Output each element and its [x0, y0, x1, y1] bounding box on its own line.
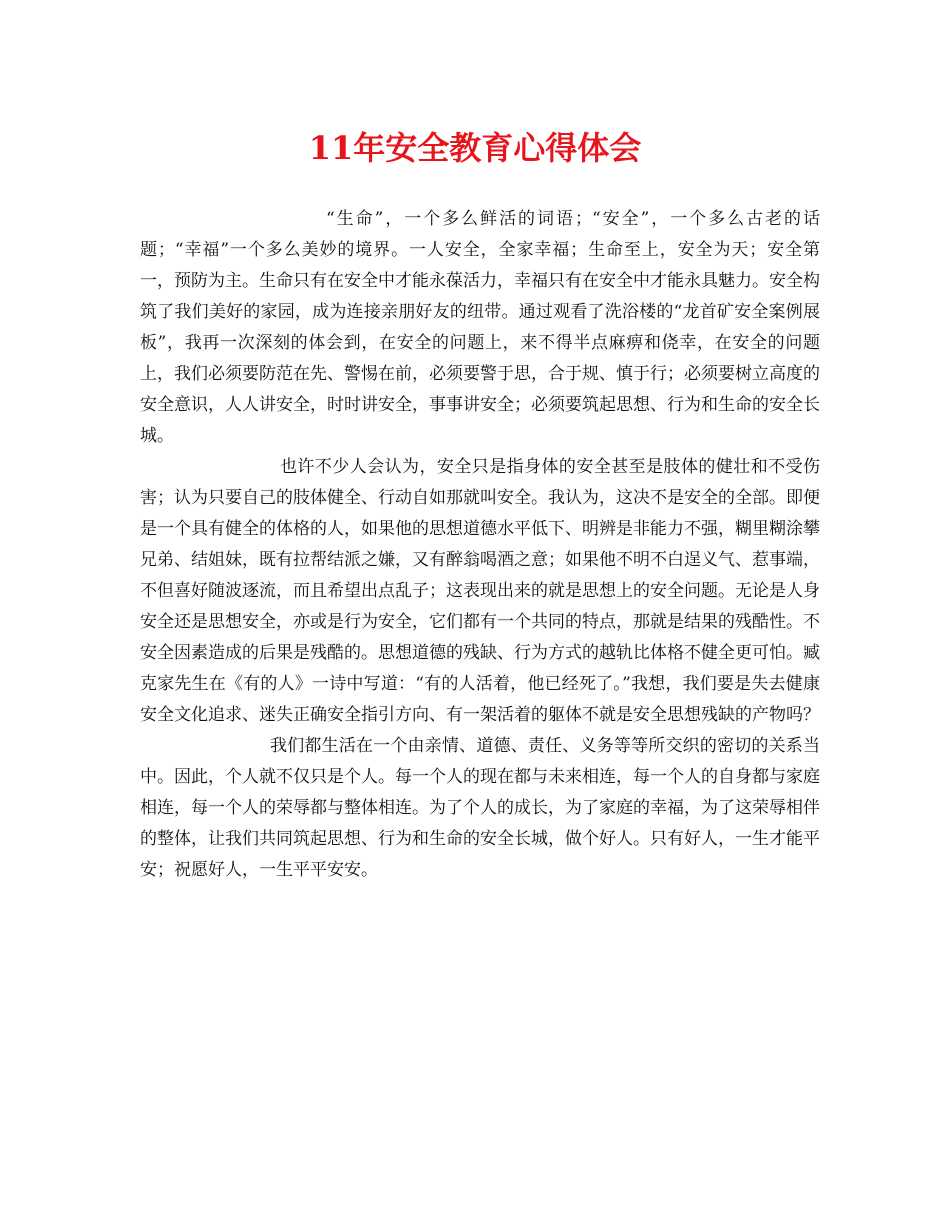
document-body [140, 204, 820, 886]
document-title: 11年安全教育心得体会 [308, 129, 642, 167]
paragraph-2: 也许不少人会认为，安全只是指身体的安全甚至是肢体的健壮和不受伤害；认为只要自己的肢体健全、行动自如那就叫安全。我认为，这决不是安全的全部。即便是一个具有健全的体格的人，如果他的思想道德水平低下、明辨是非能力不强，糊里糊涂攀兄弟、结姐妹，既有拉帮结派之嫌，又有醉翁喝酒之意；如果他不明不白逞义气、惹事端，不但喜好随波逐流，而且希望出点乱子；这表现出来的就是思想上的安全问题。无论是人身安全还是思想安全，亦或是行为安全，它们都有一个共同的特点，那就是结果的残酷性。不安全因素造成的后果是残酷的。思想道德的残缺、行为方式的越轨比体格不健全更可怕。臧克家先生在《有的人》一诗中写道：“有的人活着，他已经死了。”我想，我们要是失去健康安全文化追求、迷失正确安全指引方向、有一架活着的躯体不就是安全思想残缺的产物吗？ [140, 457, 820, 725]
paragraph-3: 我们都生活在一个由亲情、道德、责任、义务等等所交织的密切的关系当中。因此，个人就不仅只是个人。每一个人的现在都与未来相连，每一个人的自身都与家庭相连，每一个人的荣辱都与整体相连。为了个人的成长，为了家庭的幸福，为了这荣辱相伴的整体，让我们共同筑起思想、行为和生命的安全长城，做个好人。只有好人，一生才能平安；祝愿好人，一生平平安安。 [140, 736, 820, 880]
paragraph-1: “生命”，一个多么鲜活的词语；“安全”，一个多么古老的话题；“幸福”一个多么美妙的境界。一人安全，全家幸福；生命至上，安全为天；安全第一，预防为主。生命只有在安全中才能永葆活力，幸福只有在安全中才能永具魅力。安全构筑了我们美好的家园，成为连接亲朋好友的纽带。通过观看了洗浴楼的“龙首矿安全案例展板”，我再一次深刻的体会到，在安全的问题上，来不得半点麻痹和侥幸，在安全的问题上，我们必须要防范在先、警惕在前，必须要警于思，合于规、慎于行；必须要树立高度的安全意识，人人讲安全，时时讲安全，事事讲安全；必须要筑起思想、行为和生命的安全长城。 [140, 209, 820, 446]
